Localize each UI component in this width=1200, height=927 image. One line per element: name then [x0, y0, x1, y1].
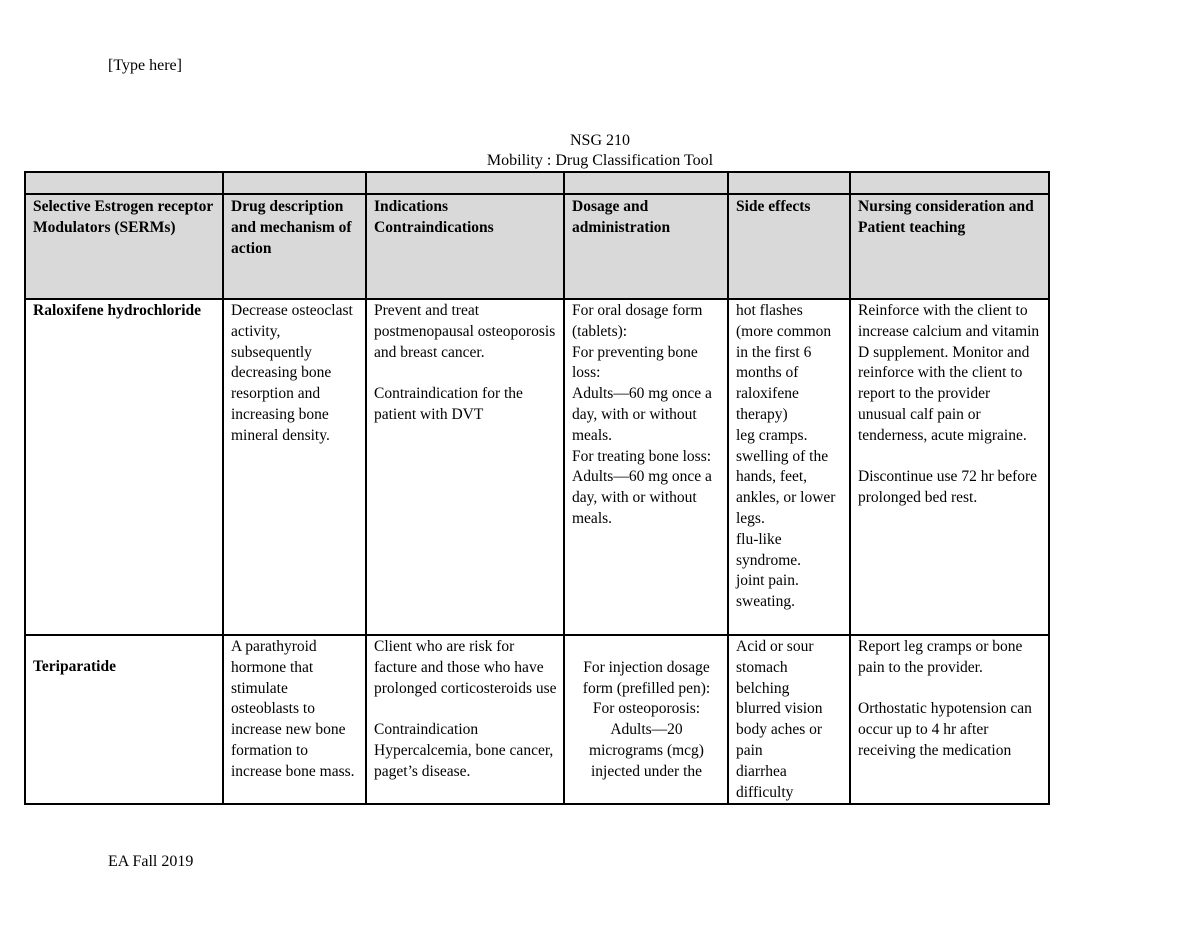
nursing-text: Reinforce with the client to increase calcium and vitamin D supplement. Monitor and reinforce with the client to report to the provider unusual calf pain or tenderness, acute migraine.	[858, 302, 1040, 444]
dosage-cell: For oral dosage form (tablets): For preventing bone loss: Adults—60 mg once a day, with or without meals. For treating bone loss: Adults—60 mg once a day, with or without meals.	[564, 299, 728, 635]
blank-cell	[223, 172, 366, 194]
indications-cell	[366, 299, 564, 635]
drug-name: Teriparatide	[33, 658, 116, 675]
description-cell: A parathyroid hormone that stimulate osteoblasts to increase new bone formation to increase bone mass.	[223, 635, 366, 804]
drug-name-cell	[25, 635, 223, 804]
nursing-cell	[850, 635, 1049, 804]
side-effects-cell: hot flashes (more common in the first 6 months of raloxifene therapy) leg cramps. swelling of the hands, feet, ankles, or lower legs. flu-like syndrome. joint pain. sweating.	[728, 299, 850, 635]
indications-cell	[366, 635, 564, 804]
dosage-text: For injection dosage form (prefilled pen): For osteoporosis: Adults—20 micrograms (mcg) injected under the	[582, 658, 711, 780]
table-row	[25, 299, 1049, 635]
indications-text: Prevent and treat postmenopausal osteoporosis and breast cancer.	[374, 302, 556, 361]
blank-cell	[366, 172, 564, 194]
nursing-text: Discontinue use 72 hr before prolonged bed rest.	[858, 468, 1038, 507]
course-code: NSG 210	[569, 132, 630, 149]
header-description: Drug description and mechanism of action	[223, 194, 366, 299]
nursing-text: Orthostatic hypotension can occur up to 4 hr after receiving the medication	[858, 700, 1032, 759]
header-side-effects: Side effects	[728, 194, 850, 299]
dosage-cell	[564, 635, 728, 804]
tool-title: Mobility : Drug Classification Tool	[486, 152, 714, 169]
drug-name-cell	[25, 299, 223, 635]
description-cell: Decrease osteoclast activity, subsequently decreasing bone resorption and increasing bone mineral density.	[223, 299, 366, 635]
drug-classification-table	[24, 171, 1050, 805]
nursing-cell	[850, 299, 1049, 635]
page-header-text: [Type here]	[108, 57, 182, 74]
header-indications: Indications Contraindications	[366, 194, 564, 299]
header-nursing: Nursing consideration and Patient teaching	[850, 194, 1049, 299]
blank-cell	[850, 172, 1049, 194]
table-row	[25, 635, 1049, 804]
drug-name: Raloxifene hydrochloride	[33, 302, 202, 319]
contraindications-text: Contraindication Hypercalcemia, bone cancer, paget’s disease.	[374, 721, 554, 780]
indications-text: Client who are risk for facture and those who have prolonged corticosteroids use	[374, 638, 557, 697]
document-title	[0, 131, 1200, 171]
blank-cell	[25, 172, 223, 194]
nursing-text: Report leg cramps or bone pain to the provider.	[858, 638, 1023, 676]
header-drug-class: Selective Estrogen receptor Modulators (SERMs)	[25, 194, 223, 299]
blank-shaded-row	[25, 172, 1049, 194]
side-effects-cell: Acid or sour stomach belching blurred vision body aches or pain diarrhea difficulty	[728, 635, 850, 804]
header-dosage: Dosage and administration	[564, 194, 728, 299]
blank-cell	[564, 172, 728, 194]
table-header-row	[25, 194, 1049, 299]
blank-cell	[728, 172, 850, 194]
contraindications-text: Contraindication for the patient with DVT	[374, 385, 523, 423]
page-footer-text: EA Fall 2019	[108, 853, 194, 870]
